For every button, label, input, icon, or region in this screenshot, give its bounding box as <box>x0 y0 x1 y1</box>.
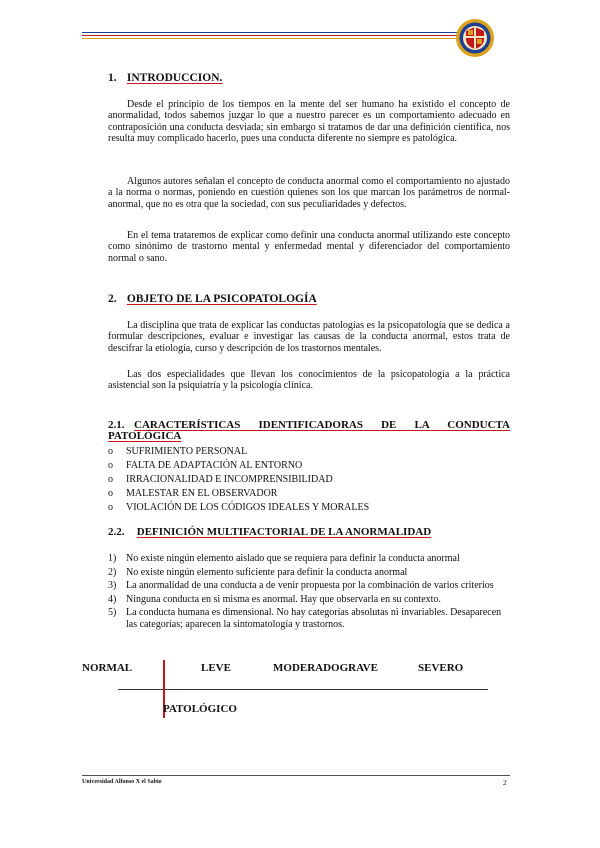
list-item: o VIOLACIÓN DE LOS CÓDIGOS IDEALES Y MORALES <box>108 502 370 513</box>
scale-axis-line <box>118 689 488 690</box>
university-crest-icon <box>455 18 495 58</box>
objeto-paragraph-1: La disciplina que trata de explicar las conductas patologías es la psicopatología que se dedica a formular descripciones, evaluar e investigar las causas de la conducta anormal, estos trata de descifrar la etiología, curso y descripción de los trastornos mentales. <box>108 320 510 354</box>
section-1-heading <box>108 72 222 84</box>
section-2-1-heading <box>108 420 510 442</box>
list-item: o FALTA DE ADAPTACIÓN AL ENTORNO <box>108 460 303 471</box>
list-item: 2) No existe ningún elemento suficiente para definir la conducta anormal <box>108 566 408 578</box>
section-2-number: 2. <box>108 293 117 305</box>
scale-label-moderado-grave: MODERADOGRAVE <box>273 662 378 674</box>
list-item: 5) La conducta humana es dimensional. No hay categorías absolutas ni invariables. Desaparecen las categorías; aparecen la sintomatología y trastornos. <box>108 607 502 630</box>
section-2-title: OBJETO DE LA PSICOPATOLOGÍA <box>126 293 317 305</box>
list-item: 4) Ninguna conducta en si misma es anormal. Hay que observarla en su contexto. <box>108 593 441 605</box>
scale-label-leve: LEVE <box>201 662 231 674</box>
bullet-marker: o <box>108 502 113 513</box>
header-rule-gold <box>82 38 460 39</box>
intro-paragraph-3: En el tema trataremos de explicar como definir una conducta anormal utilizando este concepto como sinónimo de trastorno mental y enfermedad mental y diferenciador del comportamiento normal o sano. <box>108 230 510 264</box>
section-2-1-title-line-2: PATOLÓGICA <box>108 430 182 442</box>
section-2-1-title-line-1: 2.1. CARACTERÍSTICAS IDENTIFICADORAS DE LA CONDUCTA <box>108 419 510 431</box>
bullet-marker: o <box>108 488 113 499</box>
bullet-marker: o <box>108 446 113 457</box>
list-item: 3) La anormalidad de una conducta a de venir propuesta por la combinación de varios criterios <box>108 580 494 592</box>
scale-label-normal: NORMAL <box>82 662 133 674</box>
multifactorial-list <box>108 553 508 633</box>
scale-label-severo: SEVERO <box>418 662 464 674</box>
section-2-heading <box>108 293 317 305</box>
list-item: o IRRACIONALIDAD E INCOMPRENSIBILIDAD <box>108 474 333 485</box>
intro-paragraph-1: Desde el principio de los tiempos en la mente del ser humano ha existido el concepto de anormalidad, todos sabemos juzgar lo que a nuestro parecer es un comportamiento adecuado en contraposición una conducta desviada; sin embargo si tratamos de dar una definición científica, nos resulta muy complicado hacerlo, pues una conducta diferente no siempre es patológica. <box>108 99 510 145</box>
bullet-marker: o <box>108 474 113 485</box>
characteristics-list <box>108 445 369 515</box>
footer-institution: Universidad Alfonso X el Sabio <box>82 779 162 785</box>
section-2-2-number: 2.2. <box>108 526 125 538</box>
section-1-title: INTRODUCCION. <box>126 72 223 84</box>
list-item: o SUFRIMIENTO PERSONAL <box>108 446 248 457</box>
footer-rule <box>82 775 510 776</box>
intro-paragraph-2: Algunos autores señalan el concepto de conducta anormal como el comportamiento no ajustado a la norma o normas, poniendo en cuestión quienes son los que marcan los parámetros de normal-anormal, que no es otra que la sociedad, con sus peculiaridades y defectos. <box>108 176 510 210</box>
header-rule-blue <box>82 32 460 33</box>
header-rule-red <box>82 35 460 36</box>
scale-label-patologico: PATOLÓGICO <box>163 703 237 715</box>
page-number: 2 <box>503 778 507 787</box>
list-item: 1) No existe ningún elemento aislado que se requiera para definir la conducta anormal <box>108 553 460 564</box>
section-2-2-heading <box>108 527 510 538</box>
bullet-marker: o <box>108 460 113 471</box>
section-2-2-title: DEFINICIÓN MULTIFACTORIAL DE LA ANORMALIDAD <box>136 526 432 538</box>
objeto-paragraph-2: Las dos especialidades que llevan los conocimientos de la psicopatología a la práctica asistencial son la psiquiatría y la psicología clínica. <box>108 369 510 392</box>
section-1-number: 1. <box>108 72 117 84</box>
list-item: o MALESTAR EN EL OBSERVADOR <box>108 488 278 499</box>
